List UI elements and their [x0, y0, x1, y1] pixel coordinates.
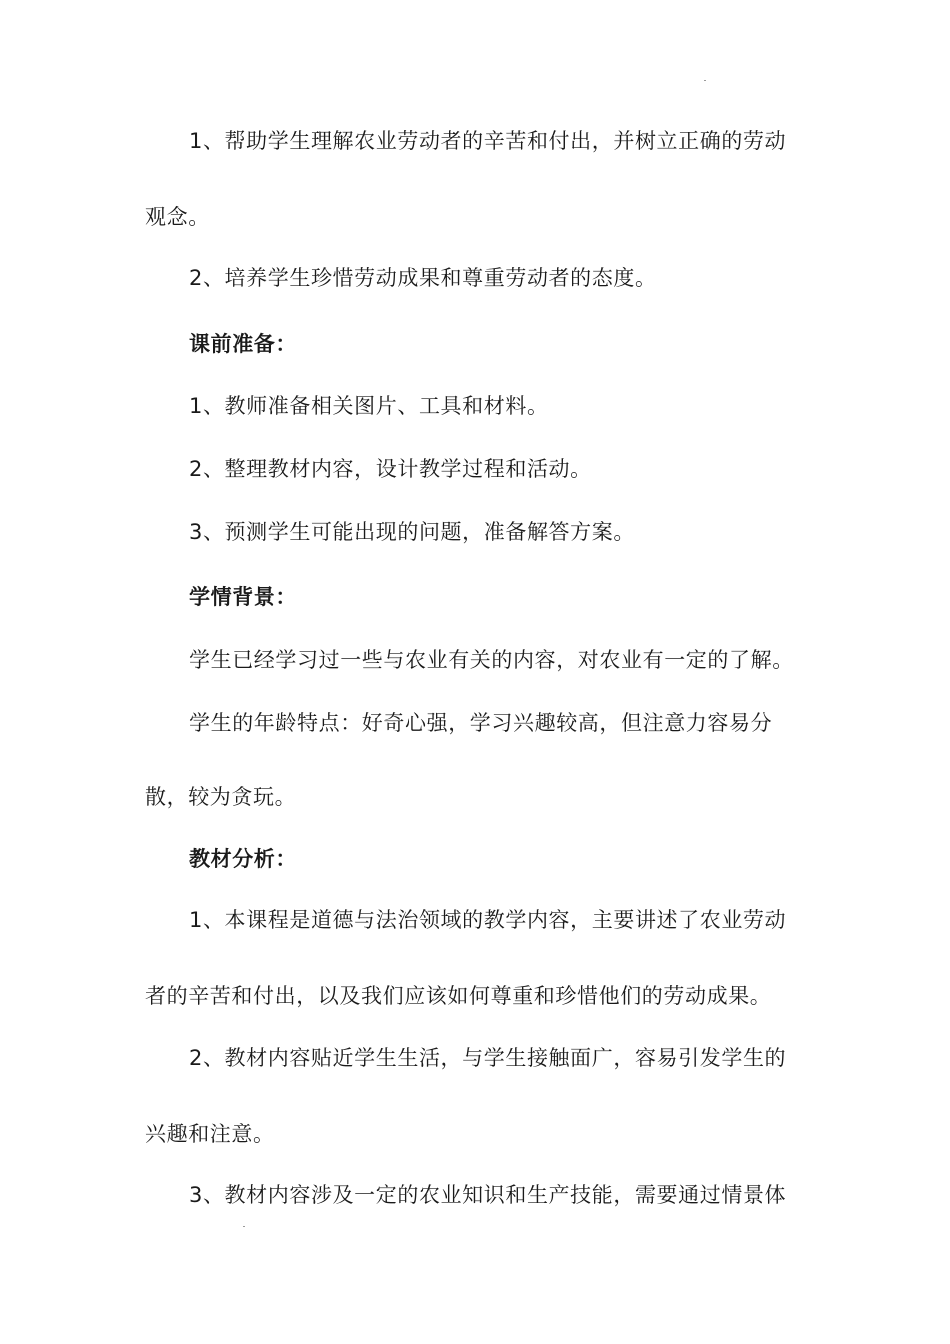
objective-1-line-1: 1、帮助学生理解农业劳动者的辛苦和付出，并树立正确的劳动: [189, 129, 787, 153]
preparation-item-3: 3、预测学生可能出现的问题，准备解答方案。: [189, 520, 635, 544]
analysis-item-2-line-2: 兴趣和注意。: [145, 1122, 275, 1146]
section-heading-background: 学情背景：: [189, 585, 297, 609]
background-paragraph-1: 学生已经学习过一些与农业有关的内容，对农业有一定的了解。: [189, 648, 794, 672]
analysis-item-1-line-2: 者的辛苦和付出，以及我们应该如何尊重和珍惜他们的劳动成果。: [145, 984, 772, 1008]
analysis-item-1-line-1: 1、本课程是道德与法治领域的教学内容，主要讲述了农业劳动: [189, 908, 787, 932]
background-paragraph-2-line-1: 学生的年龄特点：好奇心强，学习兴趣较高，但注意力容易分: [189, 711, 773, 735]
objective-1-line-2: 观念。: [145, 205, 210, 229]
scan-speck: [704, 80, 706, 81]
background-paragraph-2-line-2: 散，较为贪玩。: [145, 785, 297, 809]
analysis-item-3-line-1: 3、教材内容涉及一定的农业知识和生产技能，需要通过情景体: [189, 1183, 787, 1207]
preparation-item-1: 1、教师准备相关图片、工具和材料。: [189, 394, 549, 418]
section-heading-preparation: 课前准备：: [189, 332, 297, 356]
section-heading-analysis: 教材分析：: [189, 847, 297, 871]
preparation-item-2: 2、整理教材内容，设计教学过程和活动。: [189, 457, 592, 481]
objective-2: 2、培养学生珍惜劳动成果和尊重劳动者的态度。: [189, 266, 657, 290]
scan-speck: [243, 1226, 245, 1227]
analysis-item-2-line-1: 2、教材内容贴近学生生活，与学生接触面广，容易引发学生的: [189, 1046, 787, 1070]
